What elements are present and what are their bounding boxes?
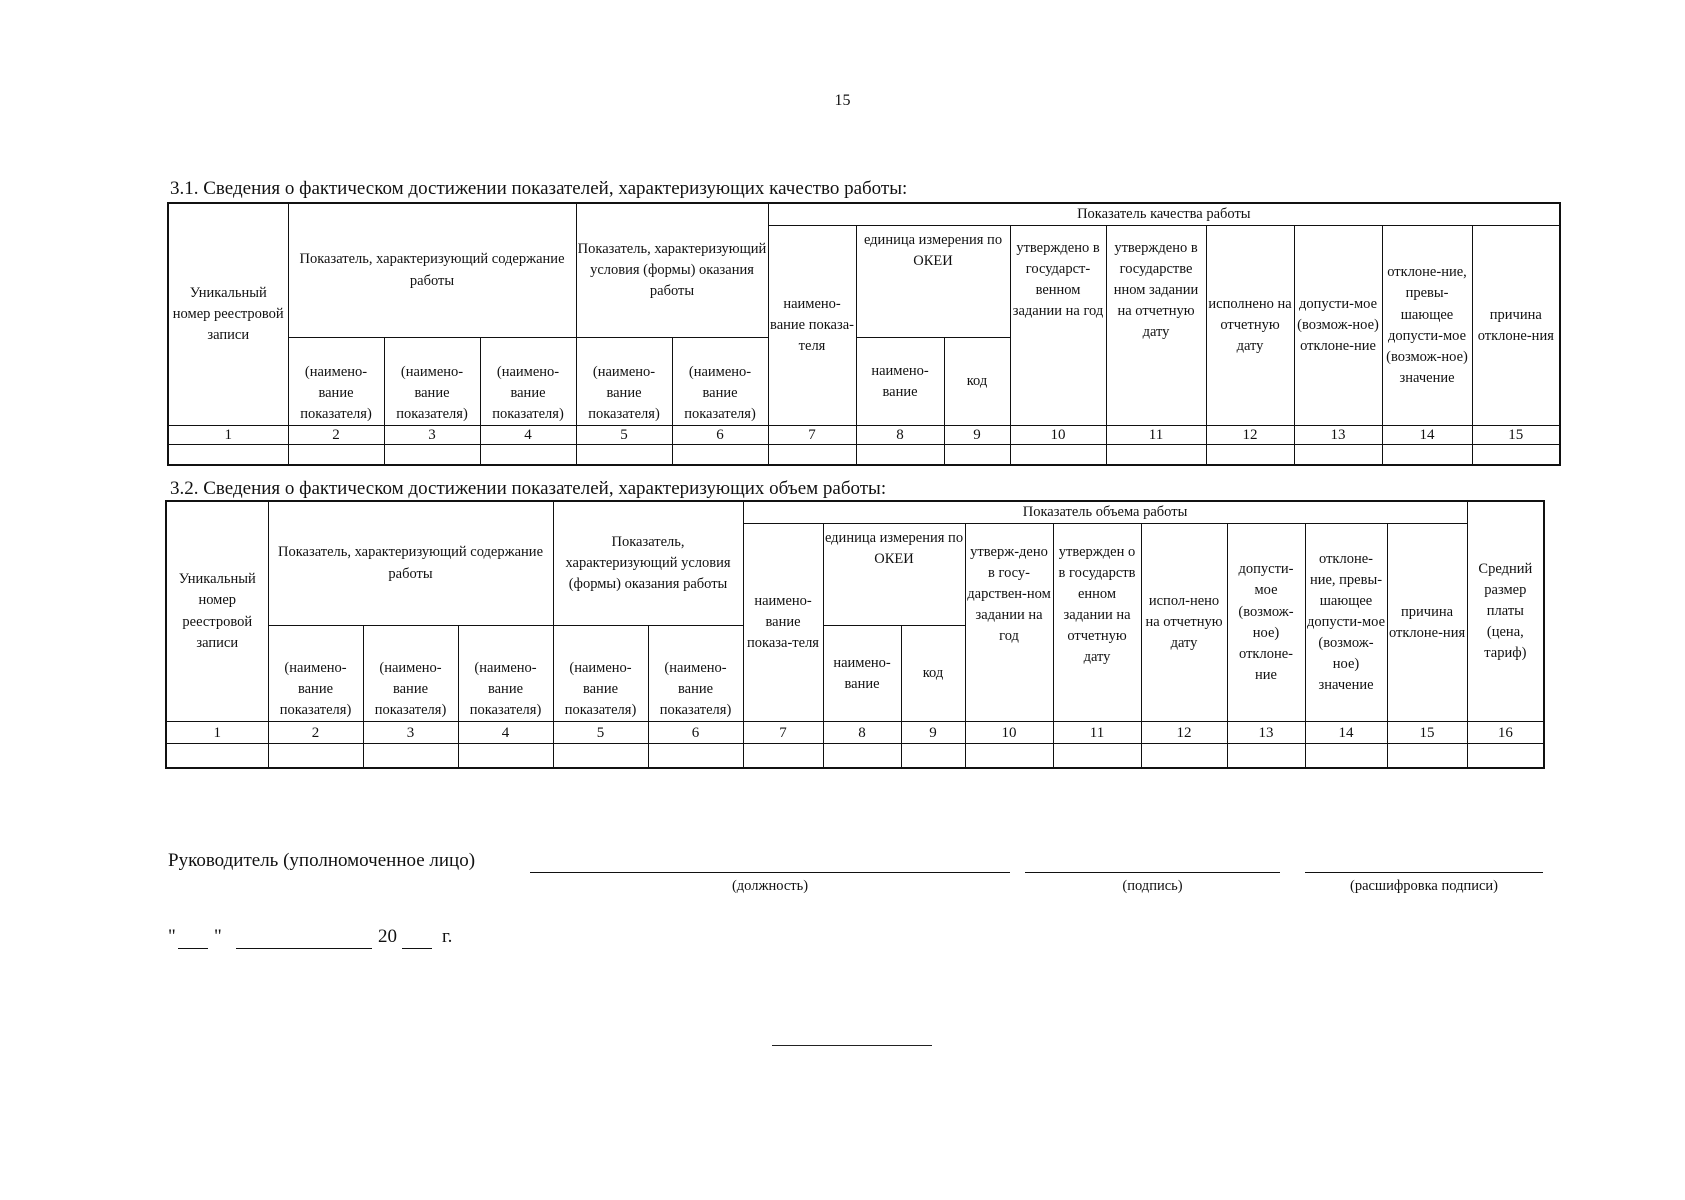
column-number: 5	[576, 426, 672, 445]
header-unit-name: наимено-вание	[823, 626, 901, 722]
day-blank[interactable]	[178, 948, 208, 949]
sub-label-content-3: (наимено-вание показателя)	[458, 626, 553, 722]
page-number: 15	[834, 92, 851, 109]
table-cell[interactable]	[1053, 744, 1141, 768]
table-cell[interactable]	[944, 445, 1010, 465]
column-number: 6	[672, 426, 768, 445]
column-number: 1	[168, 426, 288, 445]
column-number: 3	[384, 426, 480, 445]
table-cell[interactable]	[823, 744, 901, 768]
sub-label-conditions-2: (наимено-вание показателя)	[672, 338, 768, 426]
table-cell[interactable]	[856, 445, 944, 465]
column-number: 3	[363, 722, 458, 744]
table-cell[interactable]	[576, 445, 672, 465]
signature-label: Руководитель (уполномоченное лицо)	[168, 850, 476, 871]
table-cell[interactable]	[458, 744, 553, 768]
table-cell[interactable]	[768, 445, 856, 465]
date-quote-close: "	[214, 926, 222, 947]
header-unit-name: наимено-вание	[856, 338, 944, 426]
header-quality-group: Показатель качества работы	[768, 203, 1560, 226]
column-number: 2	[268, 722, 363, 744]
header-exceeding-deviation: отклоне-ние, превы-шающее допусти-мое (возмож-ное) значение	[1382, 226, 1472, 426]
position-caption: (должность)	[731, 878, 809, 894]
header-allowed-deviation: допусти-мое (возмож-ное) отклоне-ние	[1227, 524, 1305, 722]
sub-label-content-3: (наимено-вание показателя)	[480, 338, 576, 426]
column-number: 2	[288, 426, 384, 445]
table-cell[interactable]	[480, 445, 576, 465]
header-unit: единица измерения по ОКЕИ	[823, 524, 965, 626]
table-cell[interactable]	[1387, 744, 1467, 768]
header-approved-date: утверждено в государстве нном задании на отчетную дату	[1106, 226, 1206, 426]
column-numbers-row	[168, 426, 1560, 445]
sub-label-conditions-1: (наимено-вание показателя)	[553, 626, 648, 722]
date-line	[168, 926, 568, 950]
column-number: 1	[166, 722, 268, 744]
header-indicator-name: наимено-вание показа-теля	[743, 524, 823, 722]
column-number: 15	[1472, 426, 1560, 445]
column-number: 13	[1227, 722, 1305, 744]
header-conditions-indicator: Показатель, характеризующий условия (формы) оказания работы	[576, 203, 768, 338]
column-number: 5	[553, 722, 648, 744]
column-number: 9	[944, 426, 1010, 445]
header-unique-number: Уникальный номер реестровой записи	[166, 501, 268, 722]
year-suffix: г.	[442, 926, 453, 947]
section-title-volume: 3.2. Сведения о фактическом достижении показателей, характеризующих объем работы:	[170, 478, 887, 499]
column-number: 13	[1294, 426, 1382, 445]
table-cell[interactable]	[1106, 445, 1206, 465]
table-cell[interactable]	[1141, 744, 1227, 768]
column-number: 10	[965, 722, 1053, 744]
header-conditions-indicator: Показатель, характеризующий условия (формы) оказания работы	[553, 501, 743, 626]
table-cell[interactable]	[363, 744, 458, 768]
table-cell[interactable]	[1206, 445, 1294, 465]
header-reason: причина отклоне-ния	[1472, 226, 1560, 426]
table-cell[interactable]	[553, 744, 648, 768]
header-indicator-name: наимено-вание показа-теля	[768, 226, 856, 426]
table-cell[interactable]	[1227, 744, 1305, 768]
column-number: 7	[743, 722, 823, 744]
column-number: 14	[1305, 722, 1387, 744]
table-cell[interactable]	[1010, 445, 1106, 465]
table-cell[interactable]	[168, 445, 288, 465]
signature-caption: (подпись)	[1122, 878, 1183, 894]
table-cell[interactable]	[1467, 744, 1544, 768]
signature-line[interactable]	[1025, 872, 1280, 873]
column-numbers-row	[166, 722, 1544, 744]
column-number: 9	[901, 722, 965, 744]
header-unit-code: код	[901, 626, 965, 722]
header-content-indicator: Показатель, характеризующий содержание работы	[268, 501, 553, 626]
decoding-line[interactable]	[1305, 872, 1543, 873]
column-number: 12	[1141, 722, 1227, 744]
year-blank[interactable]	[402, 948, 432, 949]
column-number: 6	[648, 722, 743, 744]
table-cell[interactable]	[288, 445, 384, 465]
sub-label-conditions-2: (наимено-вание показателя)	[648, 626, 743, 722]
column-number: 10	[1010, 426, 1106, 445]
header-avg-fee: Средний размер платы (цена, тариф)	[1467, 501, 1544, 722]
table-cell[interactable]	[743, 744, 823, 768]
header-reason: причина отклоне-ния	[1387, 524, 1467, 722]
column-number: 8	[856, 426, 944, 445]
header-approved-date: утвержден о в государств енном задании на отчетную дату	[1053, 524, 1141, 722]
empty-data-row	[168, 445, 1560, 465]
table-cell[interactable]	[672, 445, 768, 465]
header-unit: единица измерения по ОКЕИ	[856, 226, 1010, 338]
column-number: 16	[1467, 722, 1544, 744]
header-volume-group: Показатель объема работы	[743, 501, 1467, 524]
header-allowed-deviation: допусти-мое (возмож-ное) отклоне-ние	[1294, 226, 1382, 426]
header-content-indicator: Показатель, характеризующий содержание работы	[288, 203, 576, 338]
column-number: 14	[1382, 426, 1472, 445]
column-number: 7	[768, 426, 856, 445]
column-number: 12	[1206, 426, 1294, 445]
column-number: 11	[1053, 722, 1141, 744]
sub-label-content-1: (наимено-вание показателя)	[268, 626, 363, 722]
header-unique-number: Уникальный номер реестровой записи	[168, 203, 288, 426]
sub-label-content-2: (наимено-вание показателя)	[384, 338, 480, 426]
header-exceeding-deviation: отклоне-ние, превы-шающее допусти-мое (возмож-ное) значение	[1305, 524, 1387, 722]
sub-label-content-1: (наимено-вание показателя)	[288, 338, 384, 426]
table-cell[interactable]	[1305, 744, 1387, 768]
header-approved-year: утверждено в государст-венном задании на год	[1010, 226, 1106, 426]
table-cell[interactable]	[268, 744, 363, 768]
table-cell[interactable]	[901, 744, 965, 768]
header-approved-year: утверж-дено в госу-дарствен-ном задании на год	[965, 524, 1053, 722]
decoding-caption: (расшифровка подписи)	[1349, 878, 1499, 894]
month-blank[interactable]	[236, 948, 372, 949]
column-number: 4	[480, 426, 576, 445]
header-executed: исполнено на отчетную дату	[1206, 226, 1294, 426]
year-prefix: 20	[378, 926, 397, 947]
position-line[interactable]	[530, 872, 1010, 873]
empty-data-row	[166, 744, 1544, 768]
table-cell[interactable]	[965, 744, 1053, 768]
sub-label-content-2: (наимено-вание показателя)	[363, 626, 458, 722]
sub-label-conditions-1: (наимено-вание показателя)	[576, 338, 672, 426]
header-executed: испол-нено на отчетную дату	[1141, 524, 1227, 722]
column-number: 11	[1106, 426, 1206, 445]
table-cell[interactable]	[1294, 445, 1382, 465]
table-cell[interactable]	[1382, 445, 1472, 465]
quality-table	[167, 202, 1561, 466]
table-cell[interactable]	[1472, 445, 1560, 465]
date-quote-open: "	[168, 926, 176, 947]
column-number: 15	[1387, 722, 1467, 744]
volume-table	[165, 500, 1545, 769]
footnote-divider	[772, 1045, 932, 1046]
header-unit-code: код	[944, 338, 1010, 426]
table-cell[interactable]	[384, 445, 480, 465]
table-cell[interactable]	[166, 744, 268, 768]
column-number: 4	[458, 722, 553, 744]
section-title-quality: 3.1. Сведения о фактическом достижении показателей, характеризующих качество работы:	[170, 178, 908, 199]
table-cell[interactable]	[648, 744, 743, 768]
column-number: 8	[823, 722, 901, 744]
